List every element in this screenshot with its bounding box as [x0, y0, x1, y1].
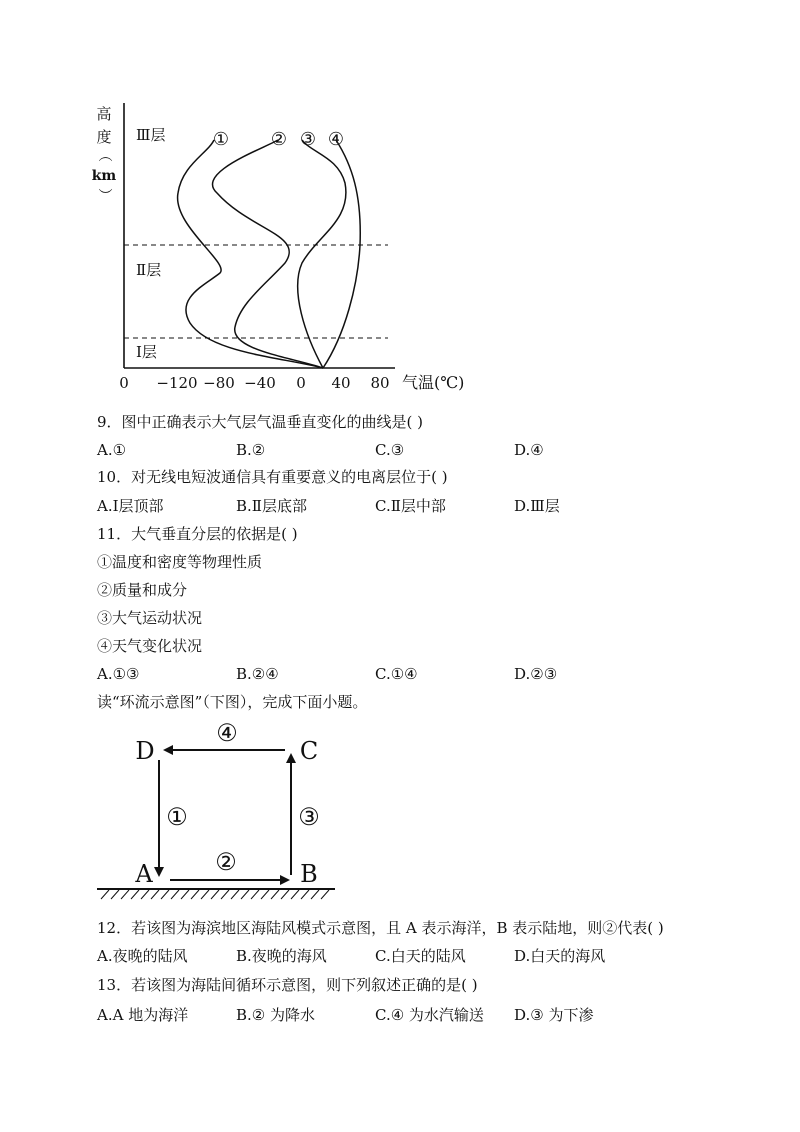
- q11-option-c: C.①④: [375, 665, 418, 683]
- q12-option-d: D.白天的海风: [514, 947, 606, 965]
- x-tick-label: 0: [119, 374, 129, 392]
- section-intro: 读“环流示意图”（下图），完成下面小题。: [97, 693, 368, 711]
- corner-c: C: [299, 737, 319, 765]
- x-tick-label: −80: [203, 374, 235, 392]
- x-tick-label: 0: [296, 374, 306, 392]
- arrow-label-3: ③: [298, 803, 320, 831]
- x-axis-label: 气温(℃): [402, 373, 465, 392]
- q11-item-4: ④天气变化状况: [97, 637, 203, 655]
- q9-option-c: C.③: [375, 441, 405, 459]
- q11-option-d: D.②③: [514, 665, 558, 683]
- q9-option-d: D.④: [514, 441, 544, 459]
- arrow-label-4: ④: [216, 719, 238, 747]
- x-tick-label: 80: [370, 374, 390, 392]
- y-label-char-4: km: [91, 168, 117, 184]
- y-label-char-3: （: [96, 148, 112, 162]
- x-tick-label: 40: [331, 374, 351, 392]
- ground-hatching: [101, 890, 329, 899]
- q10-stem: 10．对无线电短波通信具有重要意义的电离层位于( ): [97, 468, 448, 486]
- q10-option-c: C.Ⅱ层中部: [375, 497, 446, 515]
- q11-option-b: B.②④: [236, 665, 279, 683]
- curve-label-4: ④: [327, 129, 345, 150]
- q9-option-a: A.①: [97, 441, 127, 459]
- q9-option-b: B.②: [236, 441, 266, 459]
- curve-label-3: ③: [299, 129, 317, 150]
- layer-label-3: Ⅲ层: [136, 126, 166, 144]
- curve-label-2: ②: [270, 129, 288, 150]
- q11-item-2: ②质量和成分: [97, 581, 188, 599]
- q13-option-b: B.② 为降水: [236, 1006, 316, 1024]
- q10-option-a: A.Ⅰ层顶部: [97, 497, 164, 515]
- q11-stem: 11．大气垂直分层的依据是( ): [97, 525, 298, 543]
- curve-3: [298, 140, 346, 368]
- arrow-label-1: ①: [166, 803, 188, 831]
- q12-stem: 12．若该图为海滨地区海陆风模式示意图，且 A 表示海洋，B 表示陆地，则②代表( ): [97, 919, 664, 937]
- corner-b: B: [300, 860, 318, 888]
- curve-2: [213, 140, 323, 368]
- q11-item-3: ③大气运动状况: [97, 609, 203, 627]
- atmosphere-temperature-figure: [90, 95, 480, 395]
- corner-d: D: [135, 737, 155, 765]
- q9-stem: 9．图中正确表示大气层气温垂直变化的曲线是( ): [97, 413, 424, 431]
- q10-option-b: B.Ⅱ层底部: [236, 497, 307, 515]
- y-label-char-1: 高: [96, 105, 112, 123]
- q13-option-a: A.A 地为海洋: [97, 1006, 189, 1024]
- q13-option-d: D.③ 为下渗: [514, 1006, 594, 1024]
- q12-option-c: C.白天的陆风: [375, 947, 466, 965]
- q11-item-1: ①温度和密度等物理性质: [97, 553, 263, 571]
- q13-option-c: C.④ 为水汽输送: [375, 1006, 484, 1024]
- y-label-char-2: 度: [96, 128, 112, 146]
- curve-label-1: ①: [212, 129, 230, 150]
- x-tick-label: −120: [156, 374, 198, 392]
- q12-option-a: A.夜晚的陆风: [97, 947, 188, 965]
- q13-stem: 13．若该图为海陆间循环示意图，则下列叙述正确的是( ): [97, 976, 478, 994]
- layer-label-1: Ⅰ层: [136, 343, 157, 361]
- q12-option-b: B.夜晚的海风: [236, 947, 327, 965]
- layer-label-2: Ⅱ层: [136, 261, 162, 279]
- x-tick-label: −40: [244, 374, 276, 392]
- q11-option-a: A.①③: [97, 665, 140, 683]
- corner-a: A: [135, 860, 153, 888]
- arrow-label-2: ②: [215, 848, 237, 876]
- circulation-diagram: [95, 715, 345, 905]
- y-label-char-5: ）: [96, 188, 112, 202]
- q10-option-d: D.Ⅲ层: [514, 497, 560, 515]
- curve-1: [178, 140, 323, 368]
